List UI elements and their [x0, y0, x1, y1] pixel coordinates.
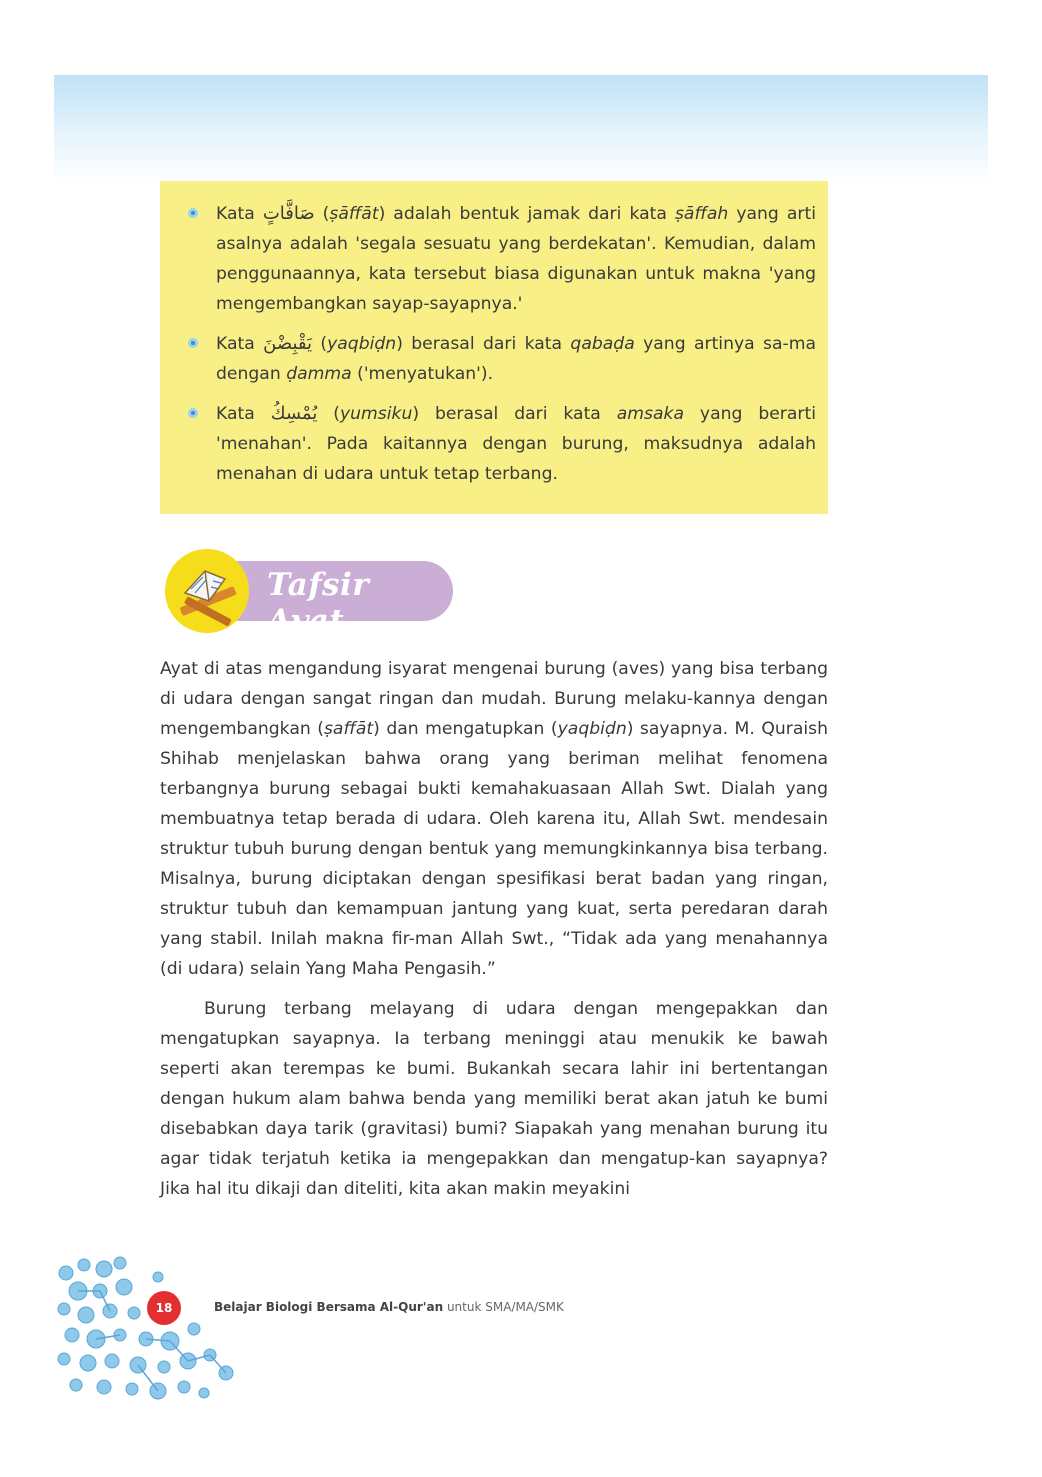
note-text: Kata يُمْسِكُ (yumsiku) berasal dari kata amsaka yang berarti 'menahan'. Pada kaitannya dengan burung, maksudnya adalah menahan di udara untuk tetap terbang. [216, 403, 816, 484]
note-item [178, 199, 816, 319]
term: qabaḍa [570, 334, 635, 354]
section-title: Tafsir Ayat [267, 567, 370, 639]
arabic-word: صَافَّاتٍ [262, 203, 315, 224]
transliteration: yaqbiḍn [327, 334, 397, 354]
body-text [160, 654, 828, 1204]
note-text: Kata يَقْبِضْنَ (yaqbiḍn) berasal dari kata qabaḍa yang artinya sa-ma dengan ḍamma ('menyatukan'). [216, 333, 817, 384]
arabic-word: يَقْبِضْنَ [263, 333, 312, 354]
footer-title: Belajar Biologi Bersama Al-Qur'an untuk SMA/MA/SMK [214, 1300, 564, 1314]
paragraph: Burung terbang melayang di udara dengan mengepakkan dan mengatupkan sayapnya. Ia terbang meninggi atau menukik ke bawah seperti akan terempas ke bumi. Bukankah secara lahir ini bertentangan dengan hukum alam bahwa benda yang memiliki berat akan jatuh ke bumi disebabkan daya tarik (gravitasi) bumi? Siapakah yang menahan burung itu agar tidak terjatuh ketika ia mengepakkan dan mengatup-kan sayapnya? Jika hal itu dikaji dan diteliti, kita akan makin meyakini [160, 999, 828, 1199]
vocabulary-box [160, 181, 828, 514]
term: ṣāffah [674, 204, 729, 224]
bullet-icon [188, 338, 198, 348]
transliteration: ṣāffāt [329, 204, 379, 224]
molecule-bubbles-icon [54, 1255, 244, 1405]
term: amsaka [616, 404, 684, 424]
term: ḍamma [286, 364, 352, 384]
footer [54, 1255, 654, 1405]
note-item [178, 329, 816, 389]
header-band [54, 75, 988, 185]
arabic-word: يُمْسِكُ [270, 403, 318, 424]
book-on-stand-icon [165, 549, 249, 633]
note-text: Kata صَافَّاتٍ (ṣāffāt) adalah bentuk jamak dari kata ṣāffah yang arti asalnya adalah 'segala sesuatu yang berdekatan'. Kemudian, dalam penggunaannya, kata tersebut biasa digunakan untuk makna 'yang mengembangkan sayap-sayapnya.' [216, 203, 816, 314]
note-item [178, 399, 816, 489]
bullet-icon [188, 408, 198, 418]
paragraph: Ayat di atas mengandung isyarat mengenai burung (aves) yang bisa terbang di udara dengan sangat ringan dan mudah. Burung melaku-kannya dengan mengembangkan (ṣaffāt) dan mengatupkan (yaqbiḍn) sayapnya. M. Quraish Shihab menjelaskan bahwa orang yang beriman melihat fenomena terbangnya burung sebagai bukti kemahakuasaan Allah Swt. Dialah yang membuatnya tetap berada di udara. Oleh karena itu, Allah Swt. mendesain struktur tubuh burung dengan bentuk yang memungkinkannya bisa terbang. Misalnya, burung diciptakan dengan spesifikasi berat badan yang ringan, struktur tubuh dan kemampuan jantung yang kuat, serta peredaran darah yang stabil. Inilah makna fir-man Allah Swt., “Tidak ada yang menahannya (di udara) selain Yang Maha Pengasih.” [160, 659, 828, 979]
bullet-icon [188, 208, 198, 218]
section-header [165, 549, 455, 639]
transliteration: yumsiku [339, 404, 413, 424]
page-number: 18 [147, 1291, 181, 1325]
